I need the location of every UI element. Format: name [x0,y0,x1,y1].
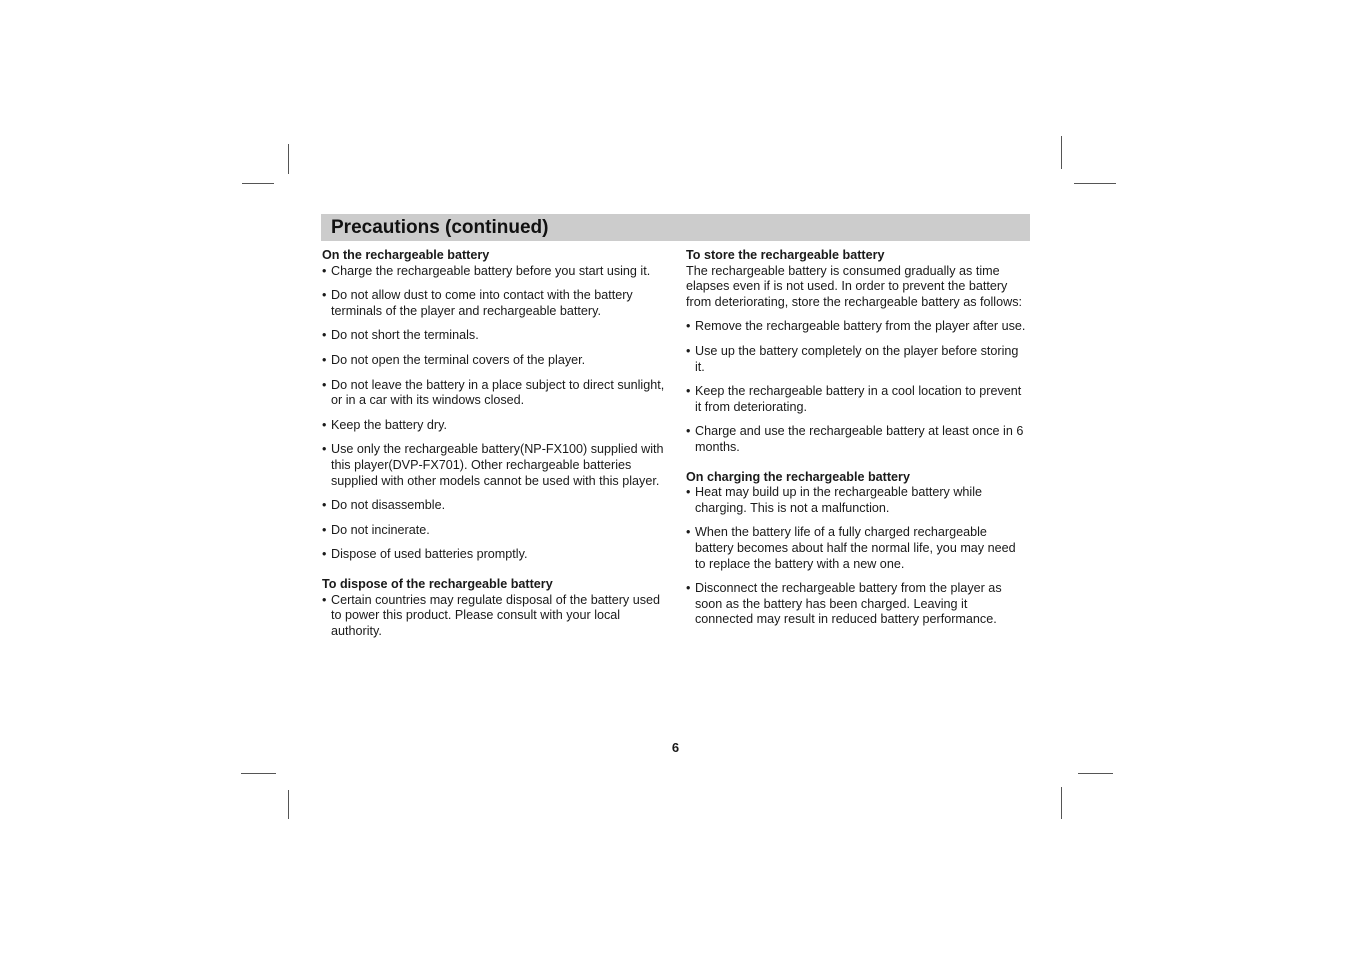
list-item [322,547,666,563]
right-column [686,248,1026,637]
page-number: 6 [671,740,680,755]
bullet-glyph: • [322,377,327,392]
list-item-text: Use up the battery completely on the player before storing it. [695,343,1019,374]
bullet-glyph: • [686,485,691,500]
bullet-glyph: • [322,263,327,278]
list-item-text: Do not allow dust to come into contact with the battery terminals of the player and rechargeable battery. [331,288,633,318]
list-item [322,593,666,640]
list-item-text: Do not incinerate. [331,522,430,537]
list-item-text: Disconnect the rechargeable battery from the player as soon as the battery has been charged. Leaving it connected may result in reduced battery performance. [695,581,1002,627]
title-bar [321,214,1030,241]
list-item-text: Keep the battery dry. [331,417,447,432]
crop-mark-top-right-v [1061,136,1062,169]
list-item [322,264,666,280]
crop-mark-bottom-right-h [1078,773,1113,774]
list-item-text: Certain countries may regulate disposal of the battery used to power this product. Please consult with your local authority. [331,592,661,638]
bullet-glyph: • [322,498,327,513]
list-item [686,525,1026,572]
list-item-text: Dispose of used batteries promptly. [331,547,528,562]
section-heading-dispose-battery: To dispose of the rechargeable battery [322,576,553,591]
bullet-list-store-battery [686,319,1026,455]
list-item [686,384,1026,415]
list-item [322,442,666,489]
bullet-glyph: • [322,547,327,562]
bullet-glyph: • [686,319,691,334]
bullet-list-dispose-battery [322,593,666,640]
list-item [322,328,666,344]
list-item [686,485,1026,516]
section-heading-rechargeable-battery: On the rechargeable battery [322,248,490,262]
list-item [686,319,1026,335]
list-item-text: Do not leave the battery in a place subject to direct sunlight, or in a car with its windows closed. [331,377,665,408]
bullet-glyph: • [322,522,327,537]
list-item [322,523,666,539]
left-column [322,248,666,648]
list-item-text: Do not open the terminal covers of the player. [331,352,586,367]
bullet-list-rechargeable-battery [322,264,666,563]
bullet-glyph: • [686,525,691,540]
crop-mark-top-left-v [288,144,289,174]
bullet-glyph: • [322,288,327,303]
crop-mark-bottom-left-v [288,790,289,819]
crop-mark-bottom-right-v [1061,787,1062,819]
bullet-glyph: • [322,442,327,457]
crop-mark-top-left-h [242,183,274,184]
list-item-text: Keep the rechargeable battery in a cool location to prevent it from deteriorating. [695,384,1022,414]
bullet-list-charging-battery [686,485,1026,628]
list-item-text: Do not disassemble. [331,498,446,513]
list-item [322,288,666,319]
list-item [322,353,666,369]
list-item-text: Remove the rechargeable battery from the player after use. [695,319,1026,334]
bullet-glyph: • [686,343,691,358]
list-item-text: Charge the rechargeable battery before you start using it. [331,263,651,278]
crop-mark-bottom-left-h [241,773,276,774]
section-intro-store-battery: The rechargeable battery is consumed gradually as time elapses even if is not used. In order to prevent the battery from deteriorating, store the rechargeable battery as follows: [686,263,1023,309]
list-item-text: Charge and use the rechargeable battery at least once in 6 months. [695,424,1024,454]
bullet-glyph: • [686,581,691,596]
bullet-glyph: • [322,417,327,432]
bullet-glyph: • [322,592,327,607]
list-item [686,581,1026,628]
bullet-glyph: • [686,384,691,399]
bullet-glyph: • [322,328,327,343]
bullet-glyph: • [322,352,327,367]
list-item [686,344,1026,375]
list-item-text: Use only the rechargeable battery(NP-FX100) supplied with this player(DVP-FX701). Other rechargeable batteries supplied with other models cannot be used with this player. [331,442,664,488]
section-heading-charging-battery: On charging the rechargeable battery [686,469,910,484]
section-heading-store-battery: To store the rechargeable battery [686,248,885,262]
list-item-text: Do not short the terminals. [331,328,479,343]
list-item [322,498,666,514]
list-item-text: Heat may build up in the rechargeable battery while charging. This is not a malfunction. [695,485,983,515]
list-item [322,418,666,434]
list-item [686,424,1026,455]
crop-mark-top-right-h [1074,183,1116,184]
list-item-text: When the battery life of a fully charged rechargeable battery becomes about half the normal life, you may need to replace the battery with a new one. [695,525,1016,571]
list-item [322,378,666,409]
bullet-glyph: • [686,424,691,439]
page-title: Precautions (continued) [331,217,549,238]
